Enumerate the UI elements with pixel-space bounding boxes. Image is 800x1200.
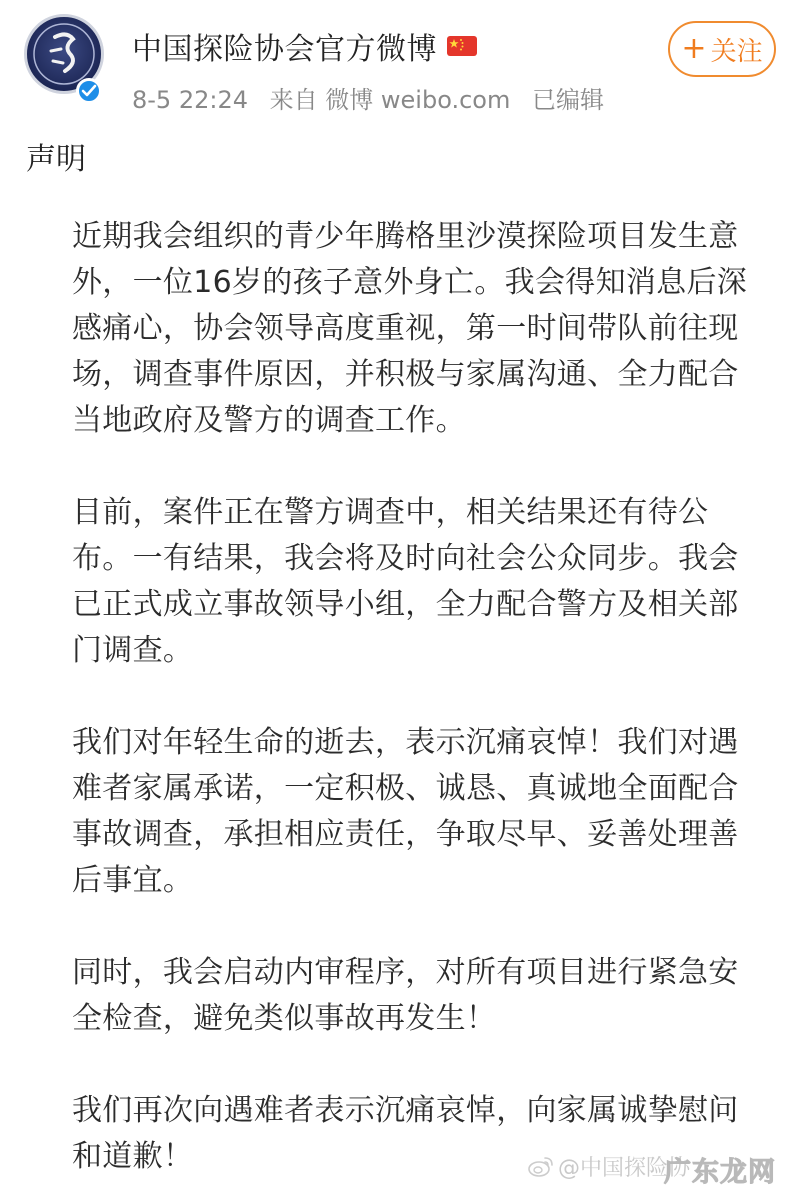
post-paragraph: 我们对年轻生命的逝去，表示沉痛哀悼！我们对遇难者家属承诺，一定积极、诚恳、真诚地全面配合事故调查，承担相应责任，争取尽早、妥善处理善后事宜。 — [72, 725, 739, 898]
post-paragraph: 同时，我会启动内审程序，对所有项目进行紧急安全检查，避免类似事故再发生！ — [72, 955, 739, 1036]
china-flag-icon — [447, 36, 477, 56]
follow-label: 关注 — [710, 36, 763, 67]
follow-button[interactable] — [668, 21, 776, 77]
post-time: 8-5 22:24 — [132, 86, 248, 114]
post-source: 来自 微博 weibo.com — [269, 86, 511, 114]
post-header — [0, 0, 800, 130]
edited-label: 已编辑 — [531, 86, 604, 114]
post-title: 声明 — [26, 142, 86, 177]
verified-badge-icon — [76, 78, 102, 104]
username[interactable]: 中国探险协会官方微博 — [132, 32, 437, 67]
site-watermark: 广东龙网 — [664, 1157, 776, 1188]
post-paragraph: 目前，案件正在警方调查中，相关结果还有待公布。一有结果，我会将及时向社会公众同步。我会已正式成立事故领导小组，全力配合警方及相关部门调查。 — [72, 495, 739, 668]
plus-icon: + — [681, 31, 707, 66]
watermark-handle: @中国探险协 — [558, 1155, 691, 1181]
post-paragraph: 我们再次向遇难者表示沉痛哀悼，向家属诚挚慰问和道歉！ — [72, 1093, 739, 1174]
username-row — [132, 26, 477, 66]
weibo-logo-icon — [528, 1155, 554, 1177]
post-body — [72, 214, 762, 1180]
post-paragraph: 近期我会组织的青少年腾格里沙漠探险项目发生意外，一位16岁的孩子意外身亡。我会得知消息后深感痛心，协会领导高度重视，第一时间带队前往现场，调查事件原因，并积极与家属沟通、全力配合当地政府及警方的调查工作。 — [72, 219, 748, 438]
post-meta — [132, 80, 618, 115]
